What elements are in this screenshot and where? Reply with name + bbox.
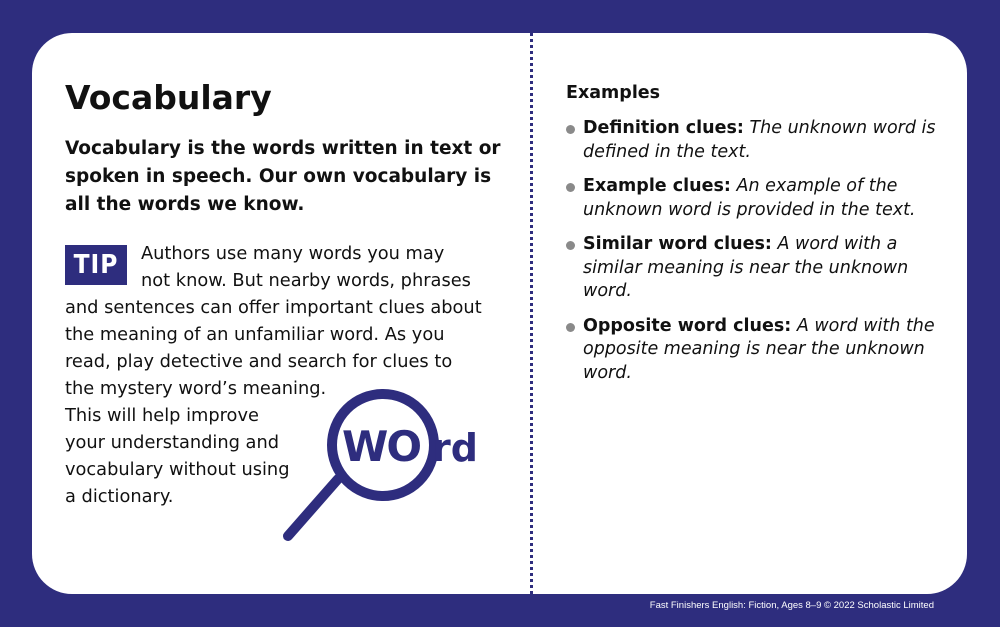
example-term: Definition clues: (583, 118, 744, 138)
magnifying-glass-icon (280, 383, 490, 553)
tip-line: the mystery word’s meaning. (65, 378, 327, 399)
card-title: Vocabulary (65, 78, 272, 117)
example-description: An example of the unknown word is provided in the text. (583, 176, 916, 220)
bullet-icon (566, 125, 575, 134)
dotted-divider (530, 33, 533, 594)
tip-line: and sentences can offer important clues about (65, 297, 482, 318)
bullet-icon (566, 241, 575, 250)
example-term: Opposite word clues: (583, 315, 792, 336)
tip-line: a dictionary. (65, 486, 174, 507)
example-term: Example clues: (583, 176, 731, 196)
example-item (566, 233, 961, 304)
tip-line: read, play detective and search for clues to (65, 351, 453, 372)
examples-heading: Examples (566, 83, 661, 103)
example-description: A word with a similar meaning is near the unknown word. (583, 234, 909, 301)
intro-text: Vocabulary is the words written in text or spoken in speech. Our own vocabulary is all the words we know. (65, 138, 501, 215)
word-letters-rd: rd (432, 426, 478, 470)
example-term: Similar word clues: (583, 234, 772, 254)
magnifier-handle (288, 479, 338, 536)
tip-badge: TIP (65, 245, 127, 285)
example-item (566, 175, 961, 222)
tip-line: This will help improve (65, 405, 259, 426)
bullet-icon (566, 183, 575, 192)
vocabulary-card (32, 33, 967, 594)
copyright-footer: Fast Finishers English: Fiction, Ages 8–9 © 2022 Scholastic Limited (649, 600, 934, 611)
example-item (566, 117, 961, 164)
example-description: The unknown word is defined in the text. (583, 118, 936, 162)
tip-line: vocabulary without using (65, 459, 290, 480)
word-letters-wo: WO (342, 422, 421, 471)
examples-list (566, 117, 961, 396)
example-item (566, 315, 961, 386)
tip-line: not know. But nearby words, phrases (141, 270, 471, 291)
tip-line: your understanding and (65, 432, 280, 453)
example-description: A word with the opposite meaning is near the unknown word. (583, 315, 935, 383)
tip-line: Authors use many words you may (141, 243, 445, 264)
bullet-icon (566, 323, 575, 332)
tip-line: the meaning of an unfamiliar word. As you (65, 324, 445, 345)
